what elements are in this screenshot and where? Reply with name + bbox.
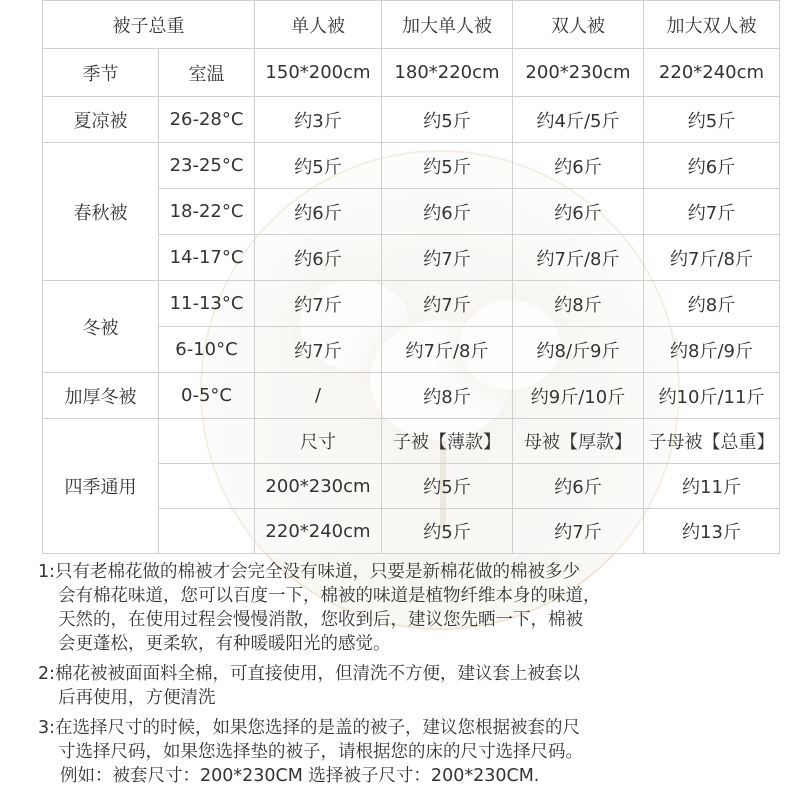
temp-cell: 23-25°C bbox=[159, 143, 255, 189]
size-double: 200*230cm bbox=[513, 49, 644, 97]
temp-cell: 18-22°C bbox=[159, 189, 255, 235]
size-large-single: 180*220cm bbox=[382, 49, 513, 97]
note-3 bbox=[38, 716, 788, 764]
room-temp-label: 室温 bbox=[159, 49, 255, 97]
table-row bbox=[43, 49, 780, 97]
weight-cell: 约6斤 bbox=[255, 189, 382, 235]
note-text: 2:棉花被被面面料全棉，可直接使用，但清洗不方便，建议套上被套以 bbox=[38, 664, 581, 684]
weight-cell: 约6斤 bbox=[513, 143, 644, 189]
temp-cell: 6-10°C bbox=[159, 327, 255, 373]
weight-cell: / bbox=[255, 373, 382, 419]
season-label: 季节 bbox=[43, 49, 159, 97]
winter-label: 冬被 bbox=[43, 281, 159, 373]
weight-cell: 约3斤 bbox=[255, 97, 382, 143]
size-header: 尺寸 bbox=[255, 419, 382, 464]
child-quilt-header: 子被【薄款】 bbox=[382, 419, 513, 464]
table-row bbox=[43, 143, 780, 189]
weight-cell: 约7斤 bbox=[382, 235, 513, 281]
note-text: 会更蓬松，更柔软，有种暖暖阳光的感觉。 bbox=[58, 634, 391, 654]
weight-cell: 约6斤 bbox=[255, 235, 382, 281]
size-single: 150*200cm bbox=[255, 49, 382, 97]
weight-cell: 约7斤 bbox=[255, 327, 382, 373]
note-example: 例如：被套尺寸：200*230CM 选择被子尺寸：200*230CM. bbox=[60, 766, 540, 786]
table-header-row bbox=[43, 1, 780, 49]
size-cell: 220*240cm bbox=[255, 509, 382, 554]
notes-section bbox=[38, 560, 788, 794]
header-total-weight: 被子总重 bbox=[43, 1, 255, 49]
header-large-double: 加大双人被 bbox=[644, 1, 780, 49]
weight-cell: 约8/斤9斤 bbox=[513, 327, 644, 373]
weight-cell: 约7斤 bbox=[382, 281, 513, 327]
spring-autumn-label: 春秋被 bbox=[43, 143, 159, 281]
weight-cell: 约8斤/9斤 bbox=[644, 327, 780, 373]
weight-cell: 约5斤 bbox=[644, 97, 780, 143]
table-row bbox=[43, 281, 780, 327]
weight-cell: 约7斤/8斤 bbox=[382, 327, 513, 373]
note-1 bbox=[38, 560, 788, 656]
weight-cell: 约9斤/10斤 bbox=[513, 373, 644, 419]
header-double: 双人被 bbox=[513, 1, 644, 49]
weight-cell: 约7斤/8斤 bbox=[513, 235, 644, 281]
four-season-label: 四季通用 bbox=[43, 419, 159, 554]
weight-cell: 约5斤 bbox=[255, 143, 382, 189]
table-row bbox=[43, 419, 780, 464]
weight-cell: 约6斤 bbox=[513, 189, 644, 235]
temp-cell: 11-13°C bbox=[159, 281, 255, 327]
temp-cell: 26-28°C bbox=[159, 97, 255, 143]
weight-cell: 约8斤 bbox=[513, 281, 644, 327]
weight-cell: 约5斤 bbox=[382, 97, 513, 143]
summer-label: 夏凉被 bbox=[43, 97, 159, 143]
size-large-double: 220*240cm bbox=[644, 49, 780, 97]
quilt-weight-table bbox=[42, 0, 780, 554]
weight-cell: 约5斤 bbox=[382, 143, 513, 189]
weight-cell: 约5斤 bbox=[382, 509, 513, 554]
weight-cell: 约5斤 bbox=[382, 464, 513, 509]
table-row bbox=[43, 97, 780, 143]
weight-cell: 约7斤 bbox=[255, 281, 382, 327]
note-text: 1:只有老棉花做的棉被才会完全没有味道，只要是新棉花做的棉被多少 bbox=[38, 562, 581, 582]
weight-cell: 约8斤 bbox=[644, 281, 780, 327]
header-large-single: 加大单人被 bbox=[382, 1, 513, 49]
header-single: 单人被 bbox=[255, 1, 382, 49]
note-text: 会有棉花味道，您可以百度一下，棉被的味道是植物纤维本身的味道， bbox=[58, 586, 601, 606]
note-text: 后再使用，方便清洗 bbox=[58, 688, 216, 708]
note-2 bbox=[38, 662, 788, 710]
note-text: 3:在选择尺寸的时候，如果您选择的是盖的被子，建议您根据被套的尺 bbox=[38, 718, 581, 738]
weight-cell: 约8斤 bbox=[382, 373, 513, 419]
weight-cell: 约6斤 bbox=[644, 143, 780, 189]
mother-quilt-header: 母被【厚款】 bbox=[513, 419, 644, 464]
weight-cell: 约6斤 bbox=[513, 464, 644, 509]
weight-cell: 约11斤 bbox=[644, 464, 780, 509]
temp-cell: 14-17°C bbox=[159, 235, 255, 281]
weight-cell: 约13斤 bbox=[644, 509, 780, 554]
weight-cell: 约7斤 bbox=[513, 509, 644, 554]
weight-cell: 约6斤 bbox=[382, 189, 513, 235]
thick-winter-label: 加厚冬被 bbox=[43, 373, 159, 419]
note-text: 寸选择尺码，如果您选择垫的被子，请根据您的床的尺寸选择尺码。 bbox=[58, 742, 583, 762]
weight-cell: 约4斤/5斤 bbox=[513, 97, 644, 143]
weight-cell: 约7斤/8斤 bbox=[644, 235, 780, 281]
empty-cell bbox=[159, 419, 255, 464]
weight-cell: 约7斤 bbox=[644, 189, 780, 235]
set-quilt-header: 子母被【总重】 bbox=[644, 419, 780, 464]
empty-cell bbox=[159, 464, 255, 509]
size-cell: 200*230cm bbox=[255, 464, 382, 509]
temp-cell: 0-5°C bbox=[159, 373, 255, 419]
weight-cell: 约10斤/11斤 bbox=[644, 373, 780, 419]
table-row bbox=[43, 373, 780, 419]
note-text: 天然的，在使用过程会慢慢消散，您收到后，建议您先晒一下，棉被 bbox=[58, 610, 583, 630]
empty-cell bbox=[159, 509, 255, 554]
